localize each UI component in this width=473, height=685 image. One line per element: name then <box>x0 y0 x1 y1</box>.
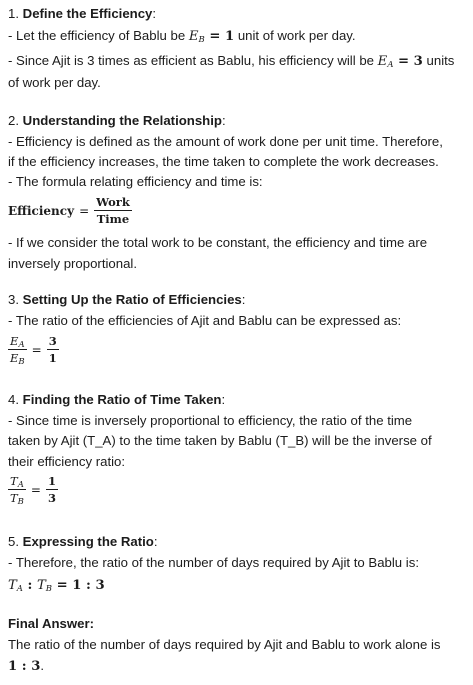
section-5-heading: 5. Expressing the Ratio: <box>8 534 158 549</box>
section-title: Define the Efficiency <box>22 6 153 21</box>
lhs-fraction: $\frac{E_A}{E_B}$ <box>10 334 25 367</box>
rhs-fraction: $\frac{1}{3}$ <box>47 474 56 505</box>
section-number: 4. <box>8 392 23 407</box>
section-2-line-5: inversely proportional. <box>8 256 138 271</box>
section-2-heading: 2. Understanding the Relationship: <box>8 113 226 128</box>
section-4-line-1: - Since time is inversely proportional to efficiency, the ratio of the time <box>8 413 413 428</box>
section-2-line-3: - The formula relating efficiency and time is: <box>8 174 263 189</box>
days-ratio-expression: $T_A$ : $T_B = 1$ : 3 <box>8 578 105 594</box>
section-2-line-2: if the efficiency increases, the time taken to complete the work decreases. <box>8 154 439 169</box>
efficiency-ratio-equation: $\frac{E_A}{E_B}$ = $\frac{3}{1}$ <box>10 334 57 367</box>
section-2-line-1: - Efficiency is defined as the amount of work done per unit time. Therefore, <box>8 134 443 149</box>
section-title: Setting Up the Ratio of Efficiencies <box>22 292 242 307</box>
efficiency-formula: Efficiency = $\frac{\text{Work}}{\text{Time}}$ <box>8 195 130 226</box>
section-number: 3. <box>8 292 23 307</box>
section-1-line-2: - Since Ajit is 3 times as efficient as Bablu, his efficiency will be $E_A = 3$ units <box>8 53 455 70</box>
math-value: = 3 <box>393 54 423 69</box>
section-2-line-4: - If we consider the total work to be constant, the efficiency and time are <box>8 235 428 250</box>
section-4-heading: 4. Finding the Ratio of Time Taken: <box>8 392 226 407</box>
section-number: 2. <box>8 113 23 128</box>
formula-fraction: $\frac{\text{Work}}{\text{Time}}$ <box>96 195 130 226</box>
section-3-line-1: - The ratio of the efficiencies of Ajit and Bablu can be expressed as: <box>8 313 402 328</box>
math-var: E <box>377 54 388 69</box>
section-5-line-1: - Therefore, the ratio of the number of days required by Ajit to Bablu is: <box>8 555 419 570</box>
section-1-heading: 1. Define the Efficiency: <box>8 6 157 21</box>
section-1-line-3: of work per day. <box>8 75 101 90</box>
section-title: Understanding the Relationship <box>22 113 222 128</box>
math-value: = 1 <box>204 29 235 44</box>
section-title: Expressing the Ratio <box>22 534 154 549</box>
rhs-fraction: $\frac{3}{1}$ <box>48 334 57 365</box>
section-number: 5. <box>8 534 23 549</box>
section-title: Finding the Ratio of Time Taken <box>22 392 222 407</box>
section-4-line-2: taken by Ajit (T_A) to the time taken by Bablu (T_B) will be the inverse of <box>8 433 432 448</box>
time-ratio-equation: $\frac{T_A}{T_B}$ = $\frac{1}{3}$ <box>10 474 56 507</box>
final-answer-value: 1 : 3. <box>8 658 45 674</box>
section-number: 1. <box>8 6 23 21</box>
section-3-heading: 3. Setting Up the Ratio of Efficiencies: <box>8 292 246 307</box>
final-answer-line-1: The ratio of the number of days required by Ajit and Bablu to work alone is <box>8 637 441 652</box>
section-1-line-1: - Let the efficiency of Bablu be $E_B = 1$ unit of work per day. <box>8 28 356 45</box>
final-answer-heading: Final Answer: <box>8 616 94 631</box>
section-4-line-3: their efficiency ratio: <box>8 454 126 469</box>
math-var: E <box>188 29 199 44</box>
lhs-fraction: $\frac{T_A}{T_B}$ <box>10 474 24 507</box>
